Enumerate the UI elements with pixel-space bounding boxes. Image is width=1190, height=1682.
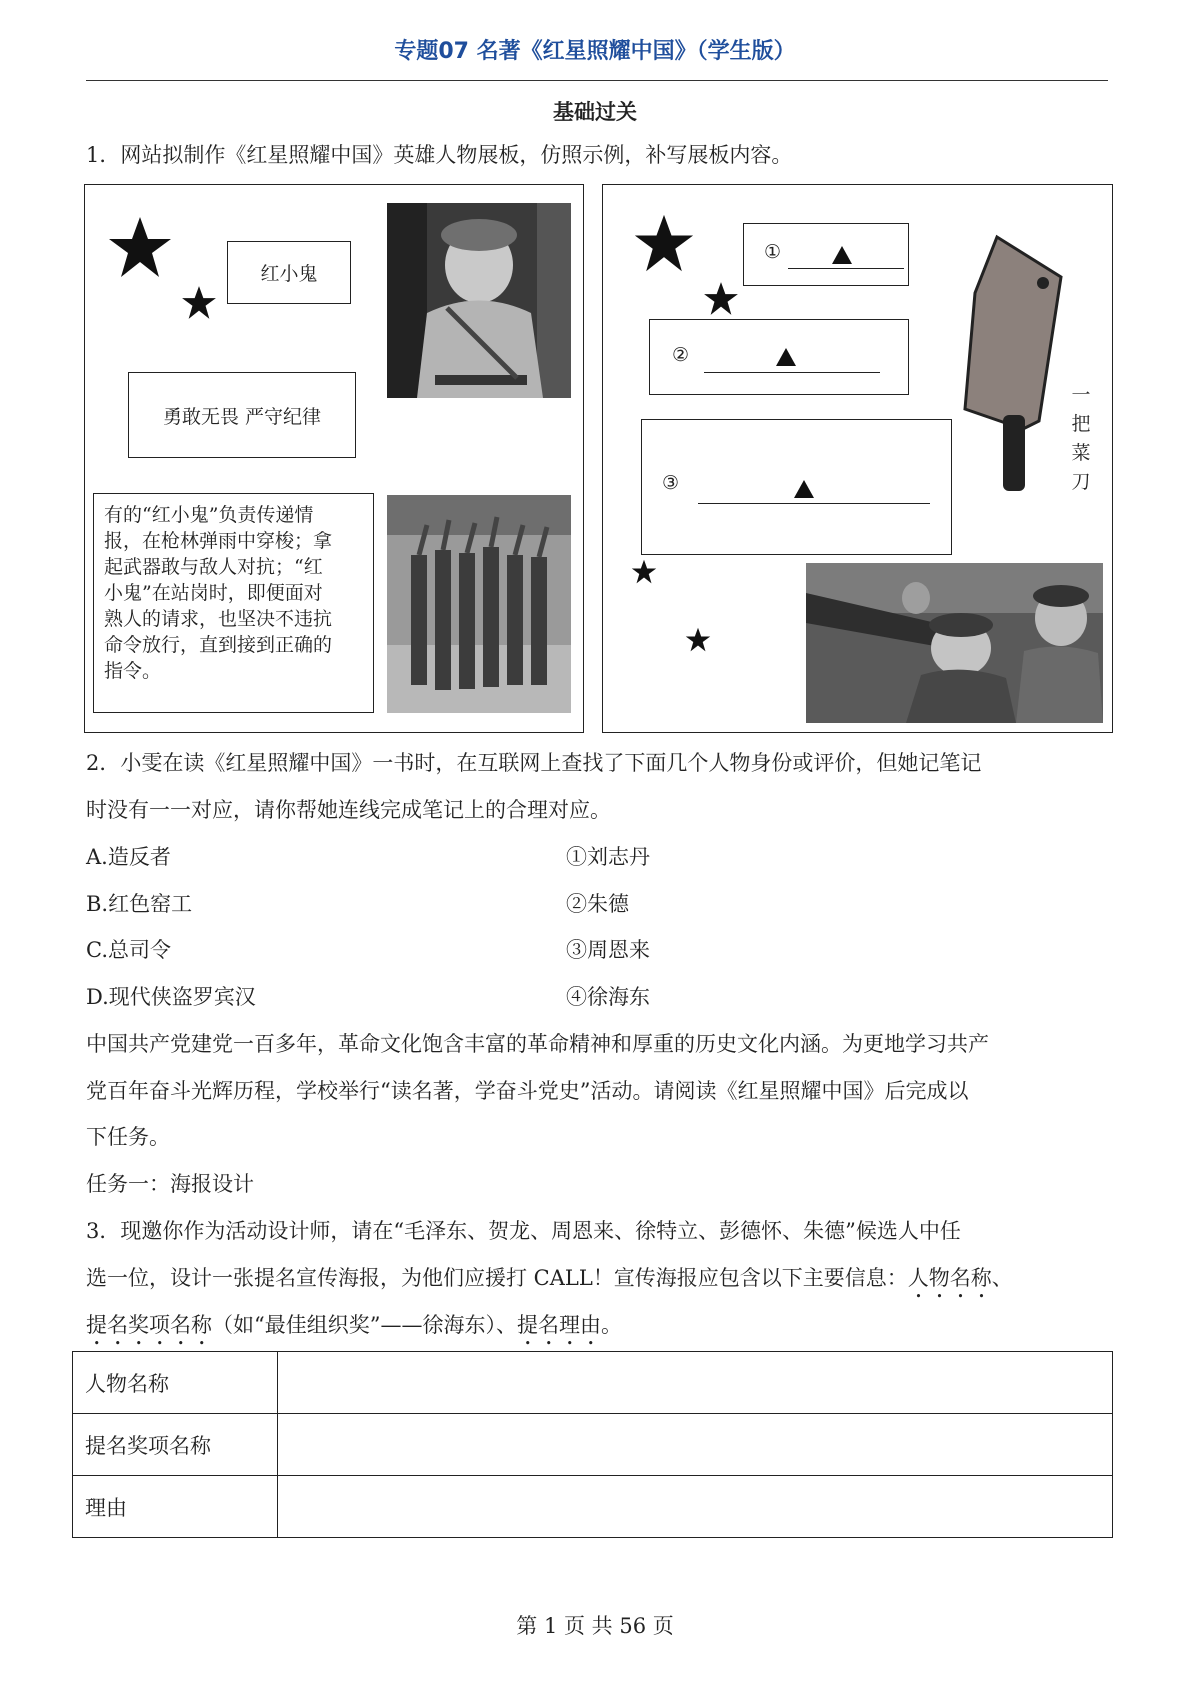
group-salute-photo — [387, 495, 571, 713]
triangle-marker — [776, 348, 796, 366]
emphasis-award-name: 提名奖项名称 — [86, 1313, 212, 1337]
match-right-item[interactable]: ①刘志丹 — [566, 845, 650, 869]
small-star-icon — [685, 627, 711, 653]
example-board — [84, 184, 584, 733]
triangle-marker — [832, 246, 852, 264]
emphasis-person-name: 人物名称 — [907, 1266, 992, 1290]
match-right-item[interactable]: ②朱德 — [566, 892, 629, 916]
match-right-item[interactable]: ④徐海东 — [566, 985, 650, 1009]
intro-line-3: 下任务。 — [86, 1125, 170, 1149]
table-row — [73, 1476, 1113, 1538]
large-star-icon — [107, 215, 173, 281]
answer-cell[interactable] — [278, 1476, 1113, 1538]
answer-cell[interactable] — [278, 1352, 1113, 1414]
question-3-line-1: 3．现邀你作为活动设计师，请在“毛泽东、贺龙、周恩来、徐特立、彭德怀、朱德”候选人中任 — [86, 1219, 961, 1243]
task-board — [602, 184, 1113, 733]
triangle-marker — [794, 480, 814, 498]
answer-cell[interactable] — [278, 1414, 1113, 1476]
cleaver-icon — [957, 233, 1067, 495]
match-right-item[interactable]: ③周恩来 — [566, 938, 650, 962]
knife-caption: 一 把 菜 刀 — [1071, 384, 1091, 493]
example-quality-box: 勇敢无畏 严守纪律 — [128, 372, 356, 458]
small-star-icon — [631, 559, 657, 585]
blank-box-2[interactable]: ② — [649, 319, 909, 395]
large-star-icon — [633, 213, 695, 275]
intro-line-2: 党百年奋斗光辉历程，学校举行“读名著，学奋斗党史”活动。请阅读《红星照耀中国》后完成以 — [86, 1079, 969, 1103]
match-left-item[interactable]: A.造反者 — [86, 845, 171, 869]
answer-line-3 — [698, 503, 930, 504]
nomination-table — [72, 1351, 1113, 1538]
table-label: 理由 — [73, 1476, 278, 1538]
document-title: 专题07 名著《红星照耀中国》（学生版） — [394, 39, 796, 64]
table-row — [73, 1352, 1113, 1414]
question-3-line-3: 提名奖项名称（如“最佳组织奖”——徐海东）、提名理由。 — [86, 1313, 622, 1337]
match-left-item[interactable]: C.总司令 — [86, 938, 171, 962]
table-label: 人物名称 — [73, 1352, 278, 1414]
task-one-heading: 任务一：海报设计 — [86, 1172, 254, 1196]
table-row — [73, 1414, 1113, 1476]
question-1-text: 1．网站拟制作《红星照耀中国》英雄人物展板，仿照示例，补写展板内容。 — [86, 143, 793, 167]
example-name-box: 红小鬼 — [227, 241, 351, 304]
question-2-line-2: 时没有一一对应，请你帮她连线完成笔记上的合理对应。 — [86, 798, 611, 822]
header-divider — [86, 80, 1108, 81]
general-pointing-photo — [806, 563, 1103, 723]
emphasis-reason: 提名理由 — [516, 1313, 601, 1337]
table-label: 提名奖项名称 — [73, 1414, 278, 1476]
child-soldier-photo — [387, 203, 571, 398]
blank-box-3[interactable]: ③ — [641, 419, 952, 555]
small-star-icon — [181, 285, 217, 321]
intro-line-1: 中国共产党建党一百多年，革命文化饱含丰富的革命精神和厚重的历史文化内涵。为更地学习共产 — [86, 1032, 989, 1056]
answer-line-2 — [704, 372, 880, 373]
blank-box-1[interactable]: ① — [743, 223, 909, 286]
page-number: 第 1 页 共 56 页 — [516, 1614, 674, 1638]
match-left-item[interactable]: D.现代侠盗罗宾汉 — [86, 985, 256, 1009]
match-left-item[interactable]: B.红色窑工 — [86, 892, 193, 916]
section-title: 基础过关 — [553, 100, 637, 124]
small-star-icon — [703, 281, 739, 317]
answer-line-1 — [788, 268, 904, 269]
question-2-line-1: 2．小雯在读《红星照耀中国》一书时，在互联网上查找了下面几个人物身份或评价，但她记笔记 — [86, 751, 982, 775]
example-story-box: 有的“红小鬼”负责传递情 报，在枪林弹雨中穿梭；拿 起武器敢与敌人对抗；“红 小鬼”在站岗时，即便面对 熟人的请求，也坚决不违抗 命令放行，直到接到正确的 指令。 — [93, 493, 374, 713]
question-3-line-2: 选一位，设计一张提名宣传海报，为他们应援打 CALL！宣传海报应包含以下主要信息：人物名称、 — [86, 1266, 1013, 1290]
